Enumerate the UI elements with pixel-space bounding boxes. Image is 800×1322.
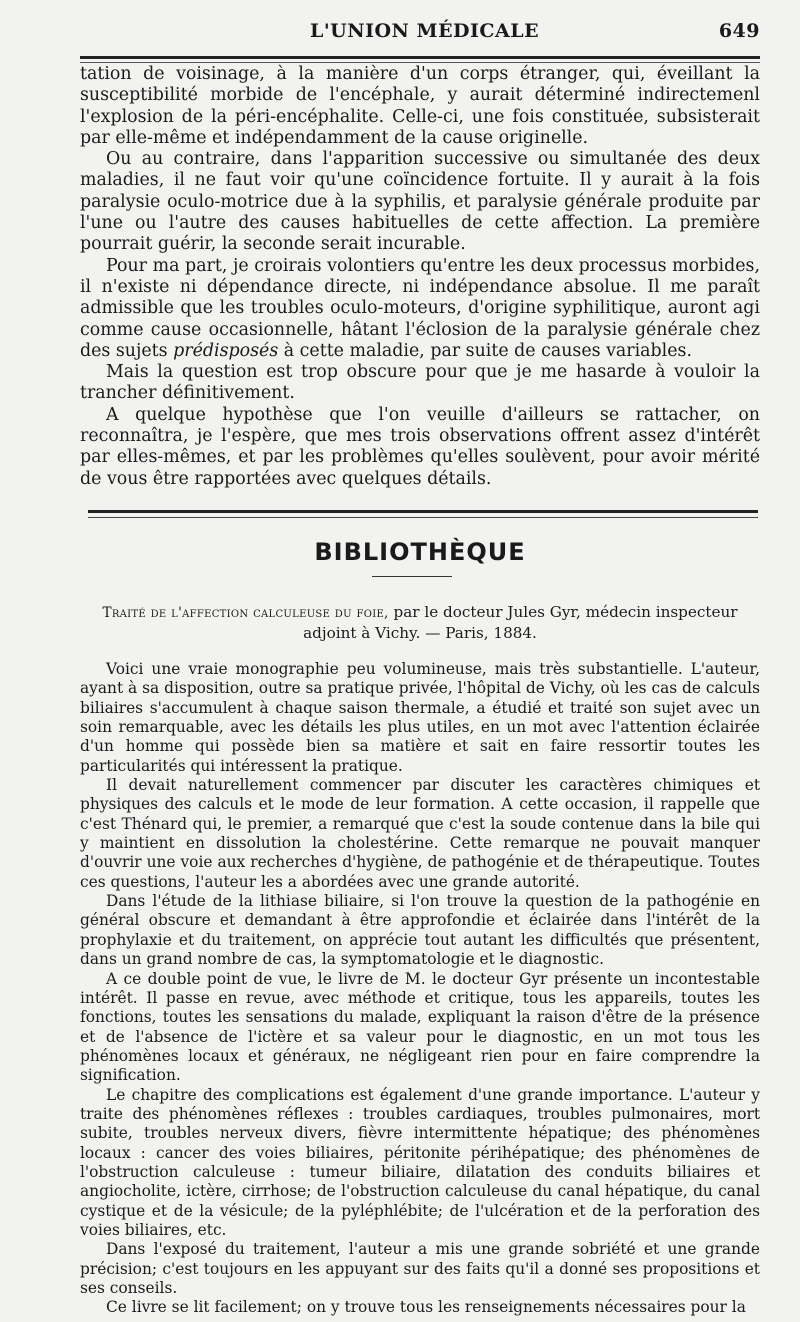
journal-title: L'UNION MÉDICALE bbox=[310, 20, 540, 42]
paragraph: Dans l'étude de la lithiase biliaire, si l'on trouve la question de la pathogénie en général obscure et demandant à être approfondie et éclairée dans l'intérêt de la prophylaxie et du traitement, on apprécie tout autant les difficultés que présentent, dans un grand nombre de cas, la symptomatologie et le diagnostic. bbox=[80, 892, 760, 969]
title-underline bbox=[372, 576, 452, 577]
section-title: BIBLIOTHÈQUE bbox=[314, 538, 526, 566]
book-citation bbox=[80, 602, 760, 643]
italic-term: prédisposés bbox=[173, 340, 279, 361]
paragraph: A ce double point de vue, le livre de M. le docteur Gyr présente un incontestable intérêt. Il passe en revue, avec méthode et critique, tous les appareils, toutes les fonctions, toutes les sensations du malade, expliquant la raison d'être de la présence et de l'absence de l'ictère et sa valeur pour le diagnostic, en un mot tous les phénomènes locaux et généraux, ne négligeant rien pour en faire comprendre la signification. bbox=[80, 969, 760, 1085]
paragraph: tation de voisinage, à la manière d'un corps étranger, qui, éveillant la susceptibilité morbide de l'encéphale, y aurait déterminé indirectemenl l'explosion de la péri-encéphalite. Celle-ci, une fois constituée, subsisterait par elle-même et indépendamment de la cause originelle. bbox=[80, 64, 760, 148]
paragraph bbox=[80, 256, 760, 362]
paragraph: Ou au contraire, dans l'apparition successive ou simultanée des deux maladies, il ne faut voir qu'une coïncidence fortuite. Il y aurait à la fois paralysie oculo-motrice due à la syphilis, et paralysie générale produite par l'une ou l'autre des causes habituelles de cette affection. La première pourrait guérir, la seconde serait incurable. bbox=[80, 149, 760, 255]
paragraph-text: Pour ma part, je croirais volontiers qu'entre les deux processus morbides, il n'existe ni dépendance directe, ni indépendance absolue. Il me paraît admissible que les troubles oculo-moteurs, d'origine syphilitique, auront agi comme cause occasionnelle, hâtant l'éclosion de la paralysie générale chez des sujets bbox=[80, 255, 760, 361]
section-separator bbox=[88, 510, 758, 513]
book-review bbox=[80, 660, 760, 1318]
header-rule bbox=[80, 56, 760, 59]
section-separator-thin bbox=[88, 517, 758, 518]
paragraph: A quelque hypothèse que l'on veuille d'ailleurs se rattacher, on reconnaîtra, je l'espère, que mes trois observations offrent assez d'intérêt par elles-mêmes, et par les problèmes qu'elles soulèvent, pour avoir mérité de vous être rapportées avec quelques détails. bbox=[80, 404, 760, 489]
paragraph: Dans l'exposé du traitement, l'auteur a mis une grande sobriété et une grande précision; c'est toujours en les appuyant sur des faits qu'il a donné ses propositions et ses conseils. bbox=[80, 1240, 760, 1297]
paragraph: Ce livre se lit facilement; on y trouve tous les renseignements nécessaires pour la bbox=[106, 1298, 746, 1317]
book-details: par le docteur Jules Gyr, médecin inspecteur adjoint à Vichy. — Paris, 1884. bbox=[303, 603, 738, 642]
running-head bbox=[80, 20, 760, 46]
paragraph: Le chapitre des complications est également d'une grande importance. L'auteur y traite des phénomènes réflexes : troubles cardiaques, troubles pulmonaires, mort subite, troubles nerveux divers, fièvre intermittente hépatique; des phénomènes locaux : cancer des voies biliaires, péritonite périhépatique; des phénomènes de l'obstruction calculeuse : tumeur biliaire, dilatation des conduits biliaires et angiocholite, ictère, cirrhose; de l'obstruction calculeuse du canal hépatique, du canal cystique et de la vésicule; de la pyléphlébite; de l'ulcération et de la perforation des voies biliaires, etc. bbox=[80, 1085, 760, 1239]
paragraph: Il devait naturellement commencer par discuter les caractères chimiques et physiques des calculs et le mode de leur formation. A cette occasion, il rappelle que c'est Thénard qui, le premier, a remarqué que c'est la soude contenue dans la bile qui y maintient en dissolution la cholestérine. Cette remarque ne pouvait manquer d'ouvrir une voie aux recherches d'hygiène, de pathogénie et de thérapeutique. Toutes ces questions, l'auteur les a abordées avec une grande autorité. bbox=[80, 776, 760, 891]
paragraph: Voici une vraie monographie peu volumineuse, mais très substantielle. L'auteur, ayant à sa disposition, outre sa pratique privée, l'hôpital de Vichy, où les cas de calculs biliaires s'accumulent à chaque saison thermale, a étudié et traité son sujet avec un soin remarquable, avec les détails les plus utiles, en un mot avec l'attention éclairée d'un homme qui possède bien sa matière et sait en faire ressortir toutes les particularités qui intéressent la pratique. bbox=[80, 660, 760, 775]
article-conclusion bbox=[80, 64, 760, 490]
paragraph: Mais la question est trop obscure pour que je me hasarde à vouloir la trancher définitivement. bbox=[80, 362, 760, 404]
paragraph-text: à cette maladie, par suite de causes variables. bbox=[283, 340, 692, 361]
header-rule-thin bbox=[80, 62, 760, 63]
book-title: Traité de l'affection calculeuse du foie, bbox=[102, 605, 389, 621]
page-number: 649 bbox=[718, 20, 760, 42]
